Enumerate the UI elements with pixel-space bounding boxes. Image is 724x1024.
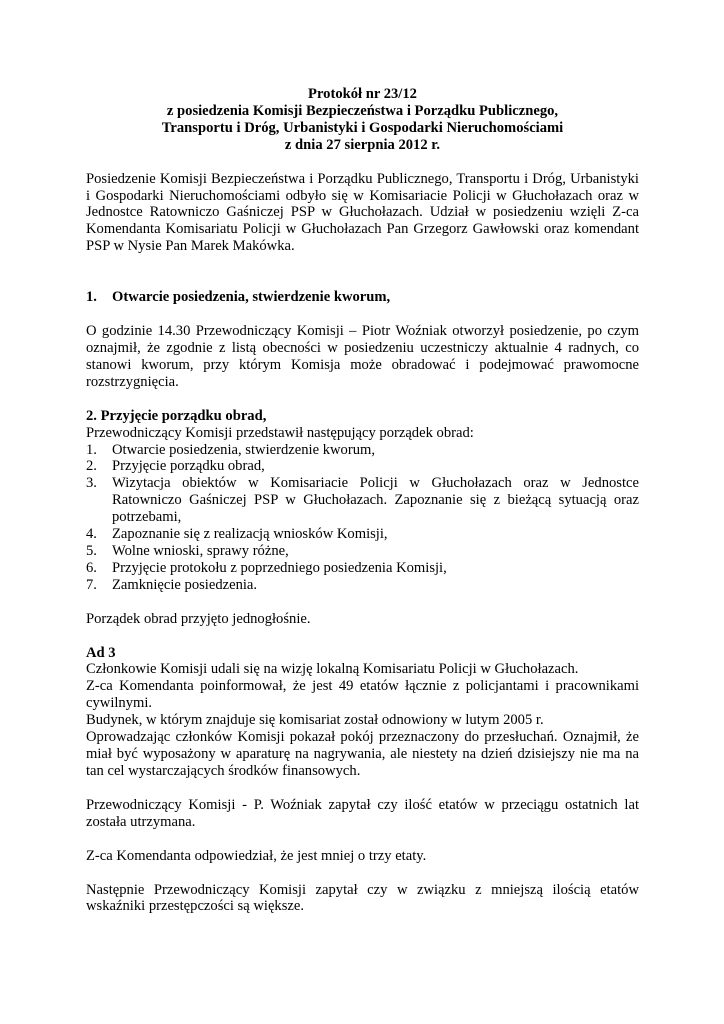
document-header — [86, 86, 639, 154]
list-item: 4. Zapoznanie się z realizacją wniosków Komisji, — [86, 526, 388, 543]
section-1-number: 1. — [86, 289, 97, 306]
committee-name-line2: Transportu i Dróg, Urbanistyki i Gospodarki Nieruchomościami — [161, 119, 564, 136]
section-1-heading — [86, 289, 639, 306]
section-2-heading: 2. Przyjęcie porządku obrad, — [86, 407, 267, 424]
list-item: 5. Wolne wnioski, sprawy różne, — [86, 542, 289, 559]
ad3-paragraph-6: Z-ca Komendanta odpowiedział, że jest mniej o trzy etaty. — [86, 847, 427, 864]
ad3-paragraph-2: Z-ca Komendanta poinformował, że jest 49 etatów łącznie z policjantami i pracownikami cywilnymi. — [86, 678, 639, 712]
agenda-list — [86, 442, 639, 594]
agenda-accepted: Porządek obrad przyjęto jednogłośnie. — [86, 610, 311, 627]
ad3-paragraph-5: Przewodniczący Komisji - P. Woźniak zapytał czy ilość etatów w przeciągu ostatnich lat została utrzymana. — [86, 796, 639, 830]
list-item: 6. Przyjęcie protokołu z poprzedniego posiedzenia Komisji, — [86, 559, 447, 576]
list-item: 3. Wizytacja obiektów w Komisariacie Policji w Głuchołazach oraz w Jednostce Ratowniczo Gaśniczej PSP w Głuchołazach. Zapoznanie się z bieżącą sytuacją oraz potrzebami, — [86, 475, 639, 526]
ad3-paragraph-1: Członkowie Komisji udali się na wizję lokalną Komisariatu Policji w Głuchołazach. — [86, 661, 579, 678]
ad3-paragraph-3: Budynek, w którym znajduje się komisariat został odnowiony w lutym 2005 r. — [86, 712, 544, 729]
committee-name-line1: z posiedzenia Komisji Bezpieczeństwa i Porządku Publicznego, — [166, 102, 559, 119]
list-item: 2. Przyjęcie porządku obrad, — [86, 458, 265, 475]
ad3-paragraph-7: Następnie Przewodniczący Komisji zapytał czy w związku z mniejszą ilością etatów wskaźniki przestępczości są większe. — [86, 881, 639, 915]
section-1-title: Otwarcie posiedzenia, stwierdzenie kworum, — [112, 289, 391, 306]
intro-paragraph: Posiedzenie Komisji Bezpieczeństwa i Porządku Publicznego, Transportu i Dróg, Urbanistyki i Gospodarki Nieruchomościami odbyło się w Komisariacie Policji w Głuchołazach oraz w Jednostce Ratowniczo Gaśniczej PSP w Głuchołazach. Udział w posiedzeniu wzięli Z-ca Komendanta Komisariatu Policji w Głuchołazach Pan Grzegorz Gawłowski oraz komendant PSP w Nysie Pan Marek Makówka. — [86, 170, 639, 255]
list-item: 7. Zamknięcie posiedzenia. — [86, 576, 258, 593]
section-1-text: O godzinie 14.30 Przewodniczący Komisji – Piotr Woźniak otworzył posiedzenie, po czym oznajmił, że zgodnie z listą obecności w posiedzeniu uczestniczy aktualnie 4 radnych, co stanowi kworum, przy którym Komisja może obradować i podejmować prawomocne rozstrzygnięcia. — [86, 323, 639, 390]
document-page — [86, 86, 639, 915]
section-2-lead: Przewodniczący Komisji przedstawił następujący porządek obrad: — [86, 424, 474, 441]
ad3-heading: Ad 3 — [86, 644, 116, 661]
ad3-paragraph-4: Oprowadzając członków Komisji pokazał pokój przeznaczony do przesłuchań. Oznajmił, że miał być wyposażony w aparaturę na nagrywania, ale niestety na dzień dzisiejszy nie ma na tan cel wystarczających środków finansowych. — [86, 729, 639, 779]
list-item: 1. Otwarcie posiedzenia, stwierdzenie kworum, — [86, 441, 375, 458]
protocol-number: Protokół nr 23/12 — [308, 86, 417, 102]
protocol-date: z dnia 27 sierpnia 2012 r. — [284, 136, 441, 153]
